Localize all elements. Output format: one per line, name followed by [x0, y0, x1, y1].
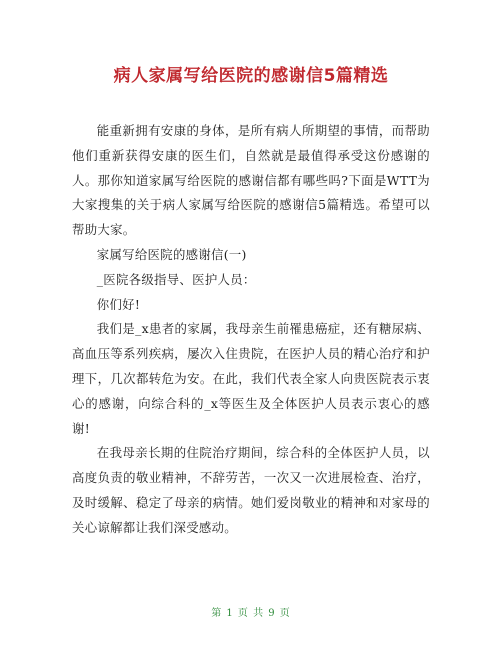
- document-title: 病人家属写给医院的感谢信5篇精选: [113, 66, 389, 86]
- paragraph-intro: 能重新拥有安康的身体，是所有病人所期望的事情，而帮助他们重新获得安康的医生们，自然就是最值得承受这份感谢的人。那你知道家属写给医院的感谢信都有哪些吗?下面是WTT为大家搜集的关于病人家属写给医院的感谢信5篇精选。希望可以帮助大家。: [72, 123, 430, 238]
- paragraph-greeting: 你们好!: [96, 296, 141, 312]
- page-footer: 第 1 页 共 9 页: [211, 608, 291, 619]
- paragraph-salutation: _医院各级指导、医护人员：: [96, 271, 256, 287]
- paragraph-body-2: 在我母亲长期的住院治疗期间，综合科的全体医护人员，以高度负责的敬业精神，不辞劳苦，一次又一次进展检查、治疗，及时缓解、稳定了母亲的病情。她们爱岗敬业的精神和对家母的关心谅解都让我们深受感动。: [72, 445, 430, 535]
- paragraph-body-1: 我们是_x患者的家属，我母亲生前罹患癌症，还有糖尿病、高血压等系列疾病，屡次入住贵院，在医护人员的精心治疗和护理下，几次都转危为安。在此，我们代表全家人向贵医院表示衷心的感谢，向综合科的_x等医生及全体医护人员表示衷心的感谢!: [72, 321, 430, 436]
- document-body: [72, 119, 430, 541]
- paragraph-letter-heading: 家属写给医院的感谢信(一): [96, 246, 247, 262]
